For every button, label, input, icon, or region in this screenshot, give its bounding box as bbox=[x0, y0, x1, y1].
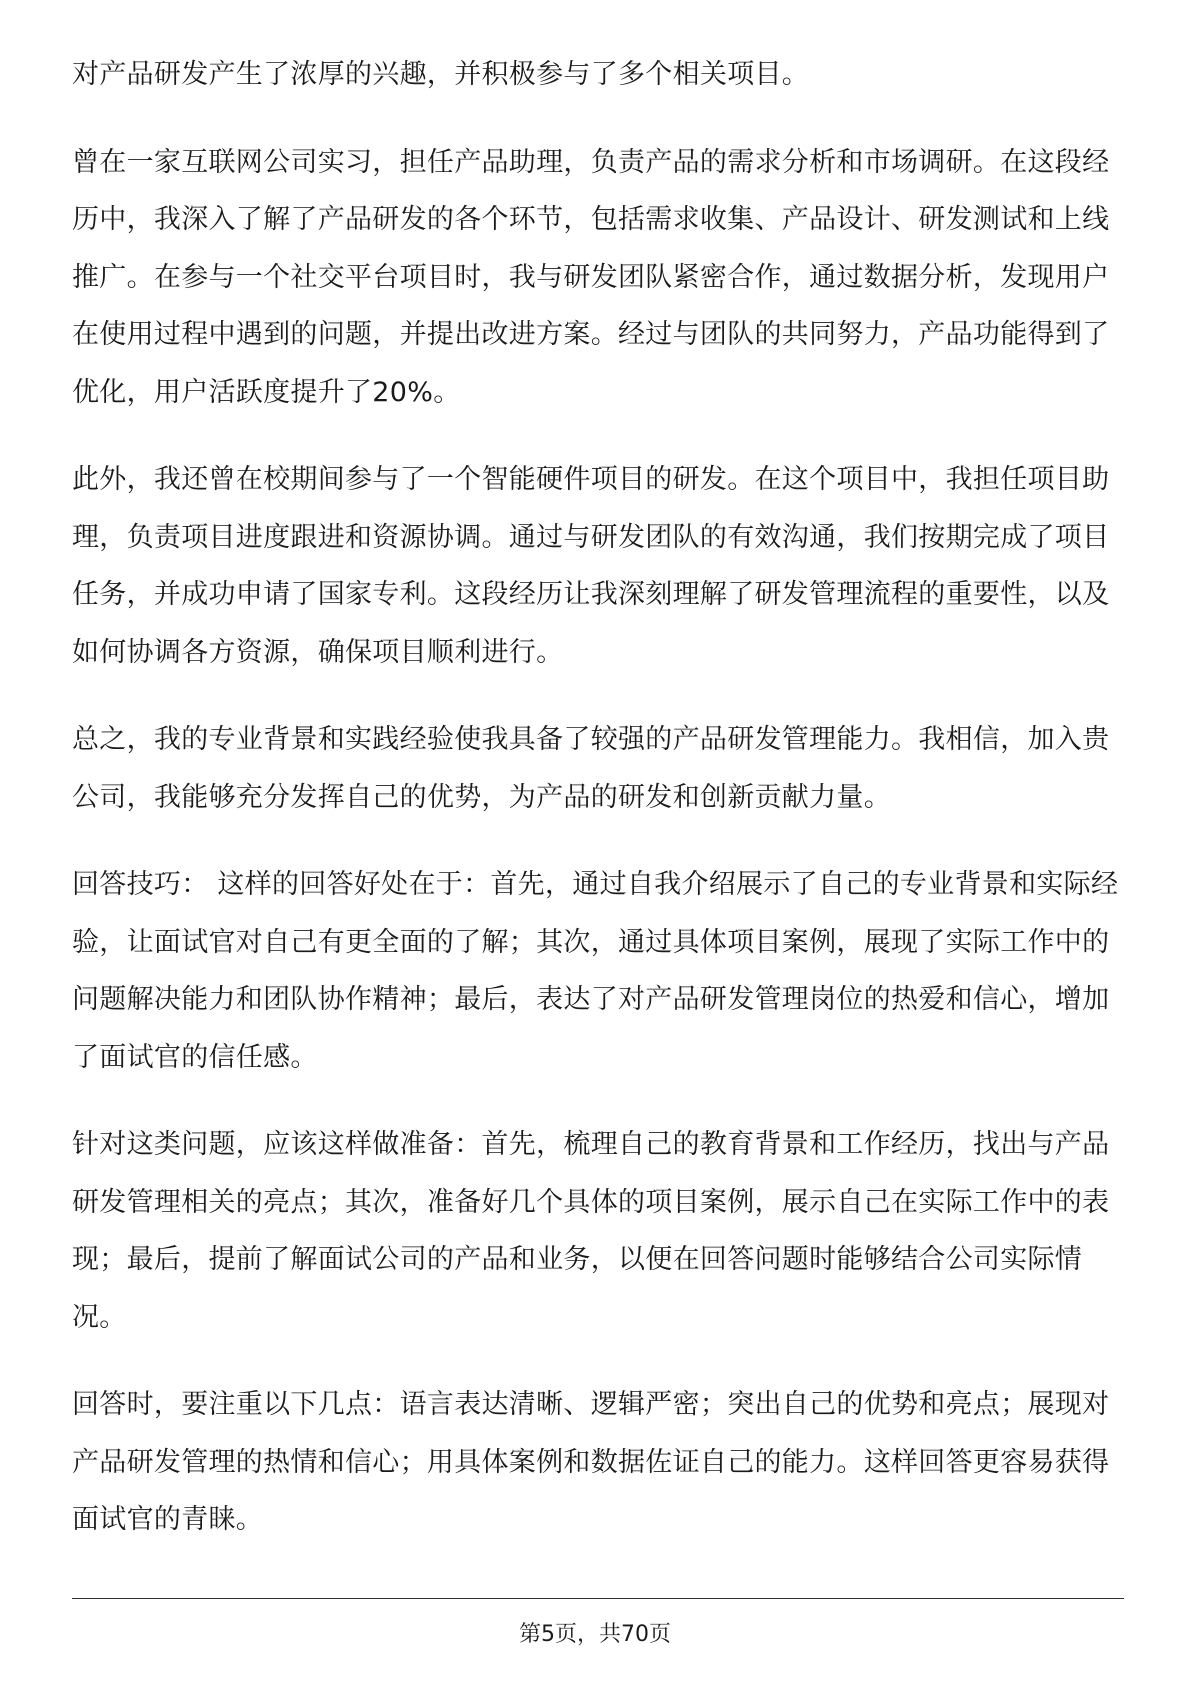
paragraph-2: 曾在一家互联网公司实习，担任产品助理，负责产品的需求分析和市场调研。在这段经历中，我深入了解了产品研发的各个环节，包括需求收集、产品设计、研发测试和上线推广。在参与一个社交平台项目时，我与研发团队紧密合作，通过数据分析，发现用户在使用过程中遇到的问题，并提出改进方案。经过与团队的共同努力，产品功能得到了优化，用户活跃度提升了20%。 bbox=[72, 146, 1110, 408]
paragraph-1: 对产品研发产生了浓厚的兴趣，并积极参与了多个相关项目。 bbox=[72, 59, 810, 90]
paragraph-3: 此外，我还曾在校期间参与了一个智能硬件项目的研发。在这个项目中，我担任项目助理，负责项目进度跟进和资源协调。通过与研发团队的有效沟通，我们按期完成了项目任务，并成功申请了国家专利。这段经历让我深刻理解了研发管理流程的重要性，以及如何协调各方资源，确保项目顺利进行。 bbox=[72, 464, 1110, 668]
paragraph-answer-points: 回答时，要注重以下几点：语言表达清晰、逻辑严密；突出自己的优势和亮点；展现对产品研发管理的热情和信心；用具体案例和数据佐证自己的能力。这样回答更容易获得面试官的青睐。 bbox=[72, 1389, 1110, 1535]
paragraph-answer-tips: 回答技巧： 这样的回答好处在于：首先，通过自我介绍展示了自己的专业背景和实际经验，让面试官对自己有更全面的了解；其次，通过具体项目案例，展现了实际工作中的问题解决能力和团队协作精神；最后，表达了对产品研发管理岗位的热爱和信心，增加了面试官的信任感。 bbox=[72, 869, 1119, 1073]
paragraph-preparation: 针对这类问题，应该这样做准备：首先，梳理自己的教育背景和工作经历，找出与产品研发管理相关的亮点；其次，准备好几个具体的项目案例，展示自己在实际工作中的表现；最后，提前了解面试公司的产品和业务，以便在回答问题时能够结合公司实际情况。 bbox=[72, 1129, 1110, 1333]
footer-divider bbox=[72, 1598, 1124, 1599]
document-body bbox=[72, 46, 1122, 1579]
paragraph-4: 总之，我的专业背景和实践经验使我具备了较强的产品研发管理能力。我相信，加入贵公司，我能够充分发挥自己的优势，为产品的研发和创新贡献力量。 bbox=[72, 724, 1110, 813]
page-number: 第5页，共70页 bbox=[519, 1622, 671, 1647]
